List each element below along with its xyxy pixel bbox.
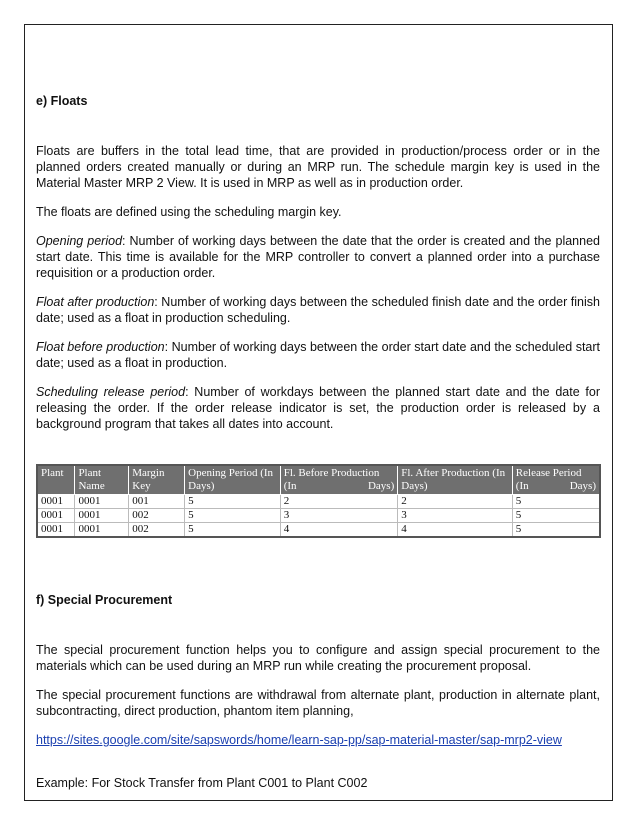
header-fl-before: Fl. Before Production (In Days) [280, 465, 398, 495]
header-release-period: Release Period (In Days) [512, 465, 600, 495]
definition-float-after [36, 294, 600, 326]
table-row [37, 495, 600, 509]
table-cell: 2 [280, 495, 398, 509]
table-row [37, 523, 600, 538]
table-cell: 5 [512, 523, 600, 538]
definition-term: Float before production [36, 340, 165, 354]
table-cell: 002 [129, 509, 185, 523]
definition-text: : Number of workdays between the planned start date and the date for releasing the order. If the order release indicator is set, the production order is released by a background program that takes all dates into account. [36, 385, 600, 431]
floats-defined: The floats are defined using the scheduling margin key. [36, 205, 342, 219]
table-cell: 3 [280, 509, 398, 523]
header-plant: Plant [37, 465, 75, 495]
definition-text: : Number of working days between the date that the order is created and the planned start date. This time is available for the MRP controller to convert a planned order into a purchase requisition or a production order. [36, 234, 600, 280]
table-cell: 0001 [75, 495, 129, 509]
definition-term: Scheduling release period [36, 385, 186, 399]
definition-term: Opening period [36, 234, 123, 248]
table-cell: 5 [512, 495, 600, 509]
table-cell: 001 [129, 495, 185, 509]
header-opening-period: Opening Period (In Days) [185, 465, 281, 495]
table-cell: 4 [280, 523, 398, 538]
table-cell: 5 [512, 509, 600, 523]
table-cell: 0001 [37, 523, 75, 538]
table-cell: 002 [129, 523, 185, 538]
header-plant-name: Plant Name [75, 465, 129, 495]
table-cell: 4 [398, 523, 513, 538]
definition-term: Float after production [36, 295, 155, 309]
table-cell: 0001 [37, 495, 75, 509]
definition-release-period [36, 384, 600, 432]
definition-text: : Number of working days between the order start date and the scheduled start date; used as a float in production. [36, 340, 600, 370]
definition-opening-period [36, 233, 600, 281]
scheduling-margin-table [36, 464, 601, 538]
mrp2-view-link[interactable]: https://sites.google.com/site/sapswords/home/learn-sap-pp/sap-material-master/sap-mrp2-view [36, 733, 562, 747]
table-cell: 5 [185, 509, 281, 523]
table-header-row [37, 465, 600, 495]
example-text: Example: For Stock Transfer from Plant C001 to Plant C002 [36, 776, 368, 790]
table-cell: 5 [185, 523, 281, 538]
header-fl-after: Fl. After Production (In Days) [398, 465, 513, 495]
document-body [36, 93, 600, 791]
special-procurement-heading: f) Special Procurement [36, 593, 173, 607]
table-cell: 0001 [75, 523, 129, 538]
floats-intro: Floats are buffers in the total lead time, that are provided in production/process order or in the planned orders created manually or during an MRP run. The schedule margin key is used in the Material Master MRP 2 View. It is used in MRP as well as in production order. [36, 144, 600, 190]
special-paragraph-2: The special procurement functions are withdrawal from alternate plant, production in alternate plant, subcontracting, direct production, phantom item planning, [36, 688, 600, 718]
special-paragraph-1: The special procurement function helps you to configure and assign special procurement to the materials which can be used during an MRP run while creating the procurement proposal. [36, 643, 600, 673]
table-cell: 0001 [37, 509, 75, 523]
table-cell: 0001 [75, 509, 129, 523]
table-cell: 2 [398, 495, 513, 509]
definition-float-before [36, 339, 600, 371]
definition-text: : Number of working days between the scheduled finish date and the order finish date; used as a float in production scheduling. [36, 295, 600, 325]
floats-heading: e) Floats [36, 94, 88, 108]
header-margin-key: Margin Key [129, 465, 185, 495]
table-cell: 5 [185, 495, 281, 509]
table-row [37, 509, 600, 523]
table-cell: 3 [398, 509, 513, 523]
